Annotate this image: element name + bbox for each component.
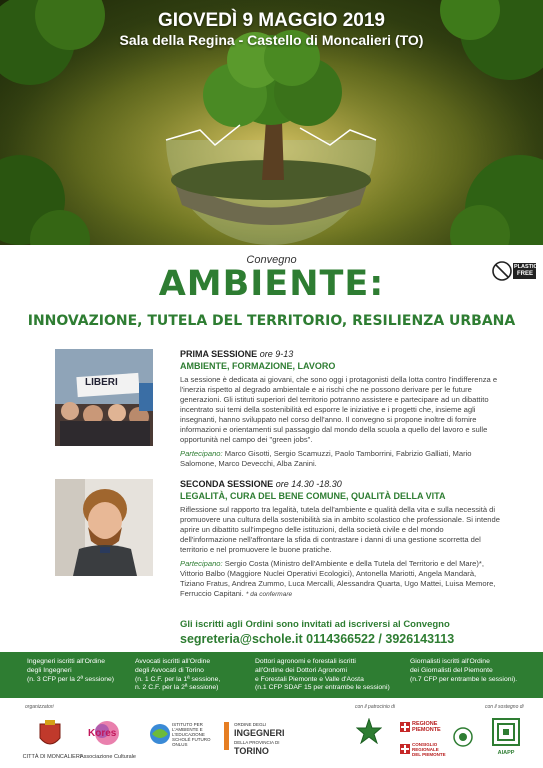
- session2-note: * da confermare: [245, 590, 293, 598]
- organizers-label: organizzatori: [25, 704, 54, 710]
- cfp-line: (n.1 CFP SDAF 15 per entrambe le sessioni): [255, 684, 390, 692]
- consiglio-flag-icon: [400, 744, 410, 754]
- hero-image: [0, 0, 543, 245]
- cfp-line: degli Ingegneri: [27, 666, 72, 674]
- cfp-line: Dottori agronomi e forestali iscritti: [255, 658, 356, 665]
- plastic-badge-line2: FREE: [517, 271, 534, 277]
- cfp-giornalisti: [410, 658, 535, 684]
- session2-theme: LEGALITÀ, CURA DEL BENE COMUNE, QUALITÀ DELLA VITA: [180, 490, 446, 501]
- cfp-line: (n. 3 CFP per la 2ª sessione): [27, 675, 115, 683]
- session2-time: ore 14.30 -18.30: [275, 479, 342, 489]
- cfp-line: degli Avvocati di Torino: [135, 666, 204, 674]
- event-date: GIOVEDÌ 9 MAGGIO 2019: [157, 10, 386, 31]
- patron-emblem-icon: [452, 726, 474, 748]
- session1-participants-list: Marco Gisotti, Sergio Scamuzzi, Paolo Tamborrini, Fabrizio Galliati, Mario Salomone, Marco Devecchi, Alba Zanini.: [180, 448, 472, 468]
- cfp-band: [0, 652, 543, 698]
- cfp-line: (n. 1 C.F. per la 1ª sessione,: [135, 675, 221, 683]
- cfp-line: Avvocati iscritti all'Ordine: [135, 658, 211, 665]
- cfp-line: all'Ordine dei Dottori Agronomi: [255, 666, 347, 674]
- protest-photo-image: [55, 349, 153, 446]
- moncalieri-name: CITTÀ DI MONCALIERI: [22, 754, 82, 760]
- aiapp-name: AIAPP: [497, 750, 515, 756]
- session2-description: Riflessione sul rapporto tra legalità, tutela dell'ambiente e qualità della vita e sulla necessità di promuovere una cultura della sostenibilità sia in ambito scolastico che professionale. Si intende aprire un dibattito sull'impegno delle istituzioni, della società civile e del mondo dell'informazione nell'affrontare la sfida di contrastare i danni di una gestione scorretta del territorio e nel promuovere le buone pratiche.: [180, 504, 500, 554]
- speaker-portrait-image: [55, 479, 153, 576]
- session1-header: [180, 349, 500, 361]
- cfp-line: Giornalisti iscritti all'Ordine: [410, 658, 490, 665]
- cfp-agronomi: [255, 658, 403, 693]
- session2-participants-label: Partecipano:: [180, 558, 223, 568]
- registration-contact[interactable]: segreteria@schole.it 0114366522 / 3926143113: [180, 632, 455, 646]
- session2-header: [180, 479, 500, 491]
- istituto-name: ISTITUTO PER L'AMBIENTE E L'EDUCAZIONE SCHOLÉ FUTURO ONLUS: [172, 722, 211, 747]
- event-subtitle: INNOVAZIONE, TUTELA DEL TERRITORIO, RESILIENZA URBANA: [27, 313, 516, 329]
- ingegneri-city: TORINO: [234, 746, 269, 756]
- session2-photo: [55, 479, 153, 576]
- event-title: AMBIENTE:: [158, 264, 385, 304]
- logos-area: [0, 700, 543, 768]
- session1-participants: [180, 449, 500, 469]
- cfp-line: e Forestali Piemonte e Valle d'Aosta: [255, 675, 364, 683]
- ingegneri-bar-icon: [222, 722, 232, 750]
- cfp-line: (n.7 CFP per entrambe le sessioni).: [410, 675, 518, 683]
- cfp-line: Ingegneri iscritti all'Ordine: [27, 658, 105, 665]
- registration-invite: Gli iscritti agli Ordini sono invitati ad iscriversi al Convegno: [180, 619, 450, 630]
- event-type-label: Convegno: [246, 254, 297, 266]
- regione-flag-icon: [400, 722, 410, 732]
- kores-name: Kores: [88, 728, 117, 739]
- session2-block: [180, 479, 500, 599]
- ingegneri-top: ORDINE DEGLI: [234, 722, 267, 727]
- session1-block: [180, 349, 500, 469]
- session2-participants-list: Sergio Costa (Ministro dell'Ambiente e della Tutela del Territorio e del Mare)*, Vittorio Balbo (Maggiore Nuclei Operativi Ecologici), Antonella Mariotti, Angela Mandarà, Tiziano Fratus, Andrea Zummo, Luca Mercalli, Alessandra Quarta, Ugo Mattei, Luisa Memore, Ferruccio Capitani.: [180, 558, 496, 598]
- support-label: con il sostegno di: [485, 704, 524, 710]
- session1-time: ore 9-13: [259, 349, 294, 359]
- event-venue: Sala della Regina - Castello di Moncalieri (TO): [119, 32, 424, 48]
- regione-name: REGIONE PIEMONTE: [412, 721, 441, 734]
- session1-participants-label: Partecipano:: [180, 448, 223, 458]
- session1-name: PRIMA SESSIONE: [180, 349, 258, 359]
- aiapp-maze-icon: [492, 718, 520, 746]
- ingegneri-name: INGEGNERI: [234, 728, 285, 738]
- session2-participants: [180, 559, 500, 600]
- moncalieri-crest-icon: [38, 720, 62, 750]
- session1-theme: AMBIENTE, FORMAZIONE, LAVORO: [180, 360, 336, 371]
- consiglio-name: CONSIGLIO REGIONALE DEL PIEMONTE: [412, 742, 446, 757]
- ingegneri-sub: DELLA PROVINCIA DI: [234, 740, 280, 745]
- kores-subtitle: Associazione Culturale: [80, 754, 136, 760]
- istituto-globe-icon: [148, 722, 172, 746]
- plastic-badge-line1: PLASTIC: [514, 264, 538, 270]
- patronage-label: con il patrocinio di: [355, 704, 396, 710]
- cfp-avvocati: [135, 658, 250, 693]
- cfp-line: n. 2 C.F. per la 2ª sessione): [135, 684, 219, 692]
- cfp-ingegneri: [27, 658, 132, 684]
- session2-name: SECONDA SESSIONE: [180, 479, 274, 489]
- ministero-star-icon: [356, 718, 382, 744]
- protest-sign-text: LIBERI: [85, 377, 118, 388]
- session1-description: La sessione è dedicata ai giovani, che sono oggi i protagonisti della lotta contro l'indifferenza e l'inerzia rispetto al degrado ambientale e ai rischi che ne possono derivare per le future generazioni. Gli istituti superiori del territorio potranno assistere e partecipare ad un dibattito incentrato sui temi della sostenibilità ed esporre le iniziative e i progetti che, insieme agli insegnanti, hanno sviluppato nel corso dell'anno. Il convegno si propone inoltre di fornire informazioni e orientamenti sul passaggio dal mondo della scuola a quello del lavoro e sulle opportunità nel campo dei "green jobs".: [180, 374, 498, 444]
- cfp-line: dei Giornalisti del Piemonte: [410, 666, 493, 674]
- session1-photo: [55, 349, 153, 446]
